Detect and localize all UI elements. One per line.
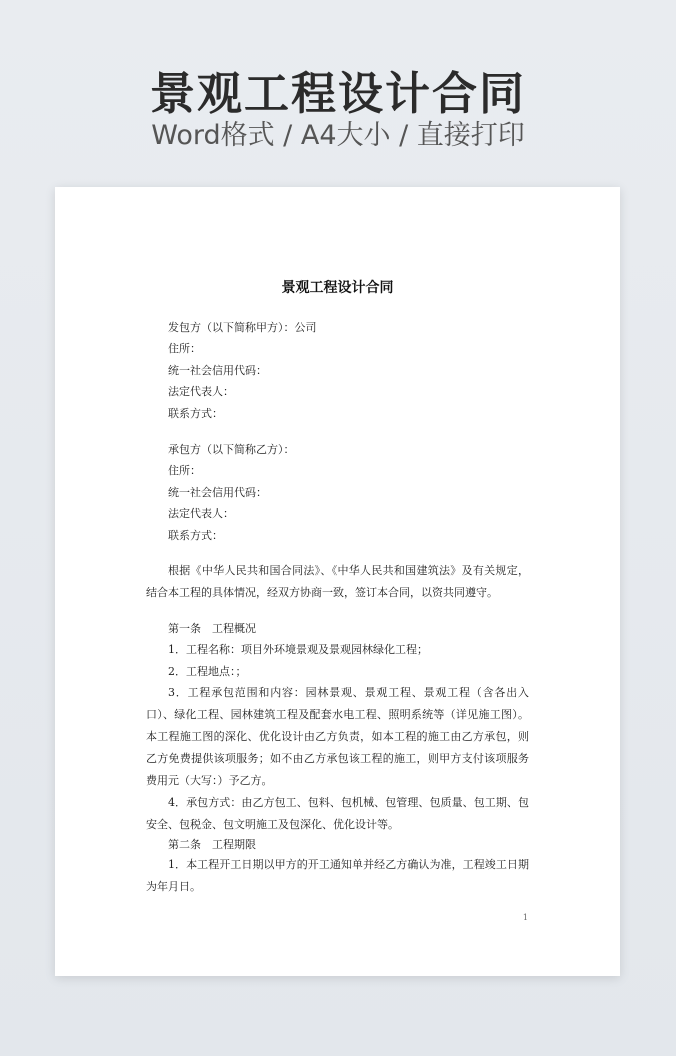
party-a-representative: 法定代表人： (168, 385, 234, 398)
article-1-item-1: 1．工程名称：项目外环境景观及景观园林绿化工程； (168, 643, 428, 656)
party-a-credit-code: 统一社会信用代码： (168, 364, 267, 377)
party-a-address: 住所： (168, 342, 201, 355)
banner-title: 景观工程设计合同 (149, 67, 526, 120)
party-a-contact: 联系方式： (168, 407, 223, 420)
article-2-heading: 第二条 工程期限 (168, 838, 256, 851)
document-page (55, 187, 620, 976)
banner-subtitle: Word格式 / A4大小 / 直接打印 (151, 120, 525, 151)
article-1-item-4: 4．承包方式：由乙方包工、包料、包机械、包管理、包质量、包工期、包安全、包税金、包文明施工及包深化、优化设计等。 (146, 796, 529, 831)
party-b-contact: 联系方式： (168, 529, 223, 542)
party-b-address: 住所： (168, 464, 201, 477)
party-b-representative: 法定代表人： (168, 507, 234, 520)
article-1-item-3: 3．工程承包范围和内容：园林景观、景观工程、景观工程（含各出入口）、绿化工程、园林建筑工程及配套水电工程、照明系统等（详见施工图）。本工程施工图的深化、优化设计由乙方负责，如本工程的施工由乙方承包，则乙方免费提供该项服务；如不由乙方承包该工程的施工，则甲方支付该项服务费用元（大写：）予乙方。 (146, 686, 529, 787)
intro-paragraph: 根据《中华人民共和国合同法》、《中华人民共和国建筑法》及有关规定，结合本工程的具体情况，经双方协商一致，签订本合同，以资共同遵守。 (146, 564, 529, 599)
article-2-item-1: 1．本工程开工日期以甲方的开工通知单并经乙方确认为准，工程竣工日期为年月日。 (146, 858, 529, 893)
article-1-item-2: 2．工程地点：； (168, 665, 247, 678)
article-1-heading: 第一条 工程概况 (168, 622, 256, 635)
document-title: 景观工程设计合同 (281, 280, 394, 296)
page-number: 1 (522, 913, 528, 922)
party-a-header: 发包方（以下简称甲方）：公司 (168, 321, 317, 334)
party-b-header: 承包方（以下简称乙方）： (168, 443, 295, 456)
party-b-credit-code: 统一社会信用代码： (168, 486, 267, 499)
